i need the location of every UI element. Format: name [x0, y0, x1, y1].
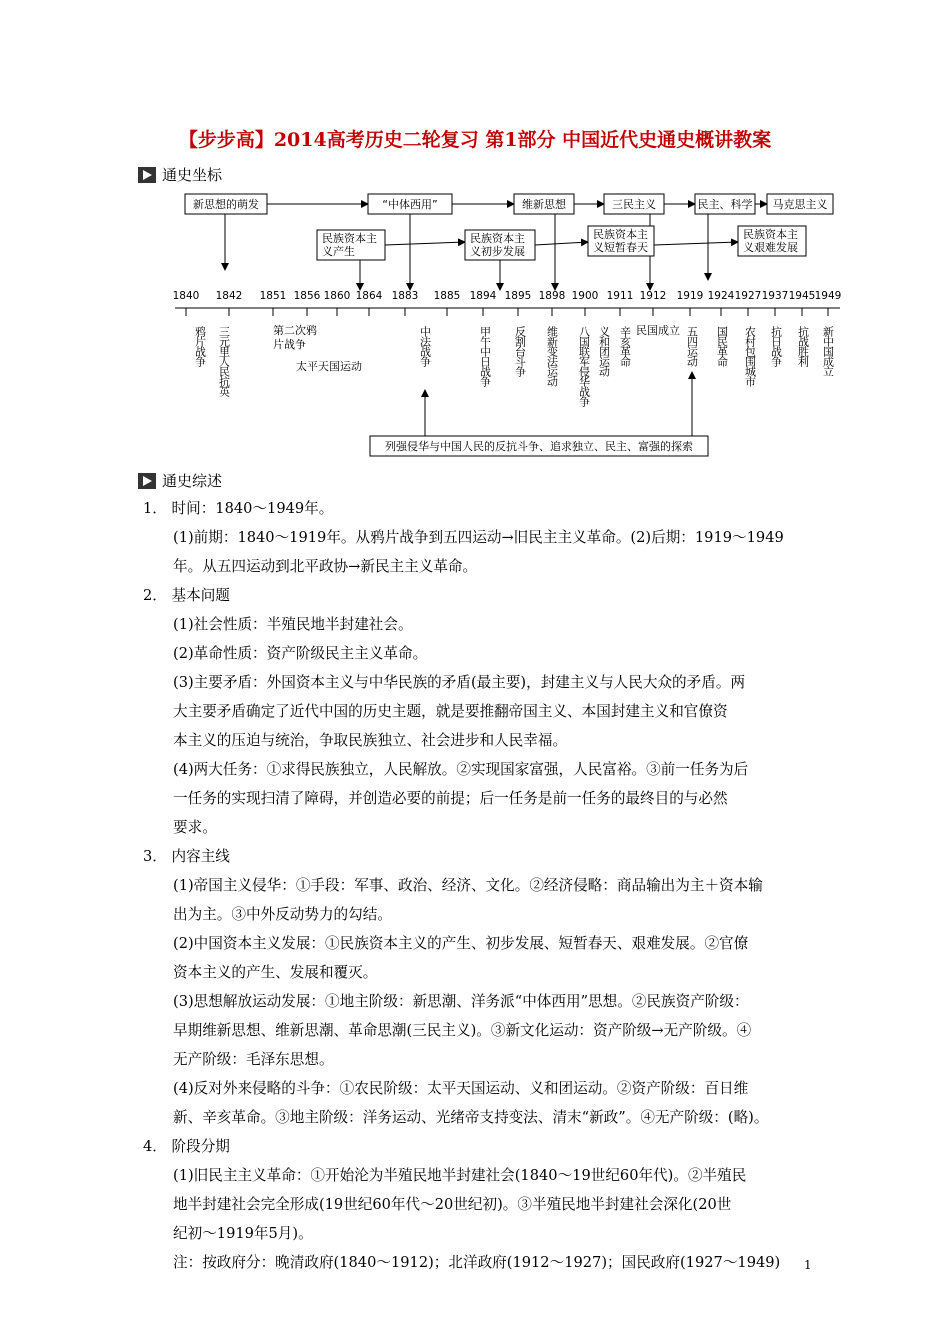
paragraph-line: 纪初～1919年5月)。: [173, 1225, 313, 1242]
capital-box-label: 义艰难发展: [743, 241, 798, 254]
paragraph-line: (3)主要矛盾：外国资本主义与中华民族的矛盾(最主要)，封建主义与人民大众的矛盾。两: [173, 674, 746, 691]
capital-box-label: 义初步发展: [470, 245, 525, 258]
event-label: 鸦片战争: [193, 326, 207, 366]
paragraph-line: 本主义的压迫与统治，争取民族独立、社会进步和人民幸福。: [173, 732, 568, 749]
flow-arrow: [654, 242, 738, 245]
paragraph-line: 出为主。③中外反动势力的勾结。: [173, 906, 392, 923]
idea-box-label: 新思想的萌发: [193, 198, 259, 211]
year-label: 1883: [391, 290, 419, 302]
section-title: 通史坐标: [162, 166, 223, 184]
event-label: 五四运动: [685, 326, 699, 366]
year-label: 1919: [676, 290, 704, 302]
paragraph-line: (1)帝国主义侵华：①手段：军事、政治、经济、文化。②经济侵略：商品输出为主＋资本输: [173, 877, 763, 894]
event-label: 新中国成立: [821, 326, 835, 376]
year-label: 1856: [293, 290, 321, 302]
paragraph-line: 要求。: [173, 819, 217, 836]
event-label: 反割台斗争: [513, 326, 527, 376]
paragraph-line: (4)反对外来侵略的斗争：①农民阶级：太平天国运动、义和团运动。②资产阶级：百日维: [173, 1080, 749, 1097]
year-label: 1945: [788, 290, 816, 302]
event-label: 国民革命: [715, 326, 729, 366]
numbered-heading: 2． 基本问题: [143, 587, 230, 604]
paragraph-line: 年。从五四运动到北平政协→新民主主义革命。: [173, 558, 478, 575]
event-label: 片战争: [273, 338, 306, 351]
paragraph-line: 注：按政府分：晚清政府(1840～1912)；北洋政府(1912～1927)；国民政府(1927～1949): [173, 1254, 781, 1271]
overview-content: [135, 494, 815, 1277]
idea-box-label: 民主、科学: [697, 198, 753, 211]
year-label: 1900: [571, 290, 599, 302]
idea-box-label: 三民主义: [612, 198, 656, 211]
page-title: 【步步高】2014高考历史二轮复习 第1部分 中国近代史通史概讲教案: [178, 129, 772, 151]
event-label: 三元里人民抗英: [217, 326, 231, 396]
year-label: 1842: [215, 290, 243, 302]
event-label: 八国联军侵华战争: [577, 326, 591, 406]
paragraph-line: (1)社会性质：半殖民地半封建社会。: [173, 616, 413, 633]
paragraph-line: 大主要矛盾确定了近代中国的历史主题，就是要推翻帝国主义、本国封建主义和官僚资: [173, 703, 728, 720]
play-triangle-icon: [138, 473, 156, 489]
paragraph-line: 早期维新思想、维新思潮、革命思潮(三民主义)。③新文化运动：资产阶级→无产阶级。④: [173, 1022, 752, 1039]
paragraph-line: 新、辛亥革命。③地主阶级：洋务运动、光绪帝支持变法、清末“新政”。④无产阶级：(略)。: [173, 1109, 769, 1126]
event-label: 抗战胜利: [796, 326, 810, 366]
event-label: 农村包围城市: [743, 326, 757, 386]
year-label: 1860: [323, 290, 351, 302]
year-label: 1894: [469, 290, 497, 302]
year-label: 1911: [606, 290, 634, 302]
paragraph-line: (4)两大任务：①求得民族独立，人民解放。②实现国家富强，人民富裕。③前一任务为后: [173, 761, 749, 778]
year-label: 1924: [707, 290, 735, 302]
year-label: 1927: [734, 290, 762, 302]
capital-box-label: 义产生: [322, 245, 355, 258]
event-label: 甲午中日战争: [478, 326, 492, 386]
event-label: 义和团运动: [597, 326, 611, 376]
paragraph-line: (3)思想解放运动发展：①地主阶级：新思潮、洋务派“中体西用”思想。②民族资产阶级：: [173, 993, 749, 1010]
numbered-heading: 4． 阶段分期: [143, 1138, 230, 1155]
year-label: 1840: [172, 290, 200, 302]
event-label: 辛亥革命: [618, 326, 632, 366]
event-label: 维新变法运动: [545, 326, 559, 386]
year-label: 1912: [639, 290, 667, 302]
section-header-overview: [138, 470, 222, 491]
paragraph-line: (1)前期：1840～1919年。从鸦片战争到五四运动→旧民主主义革命。(2)后期：1919～1949: [173, 529, 784, 546]
section-title: 通史综述: [162, 472, 223, 490]
idea-box-label: “中体西用”: [382, 198, 438, 211]
year-label: 1898: [538, 290, 566, 302]
event-label: 抗日战争: [769, 326, 783, 366]
event-label: 太平天国运动: [296, 360, 362, 373]
paragraph-line: 无产阶级：毛泽东思想。: [173, 1051, 334, 1068]
page-number: 1: [804, 1258, 812, 1272]
paragraph-line: 地半封建社会完全形成(19世纪60年代～20世纪初)。③半殖民地半封建社会深化(20世: [173, 1196, 732, 1213]
event-label: 第二次鸦: [273, 324, 317, 337]
paragraph-line: (2)中国资本主义发展：①民族资本主义的产生、初步发展、短暂春天、艰难发展。②官僚: [173, 935, 749, 952]
paragraph-line: (1)旧民主主义革命：①开始沦为半殖民地半封建社会(1840～19世纪60年代)。②半殖民: [173, 1167, 747, 1184]
numbered-heading: 1． 时间：1840～1949年。: [143, 500, 334, 517]
capital-box-label: 民族资本主: [743, 228, 798, 241]
year-label: 1949: [814, 290, 842, 302]
year-label: 1864: [355, 290, 383, 302]
capital-box-label: 义短暂春天: [593, 241, 648, 254]
paragraph-line: 资本主义的产生、发展和覆灭。: [173, 964, 378, 981]
paragraph-line: 一任务的实现扫清了障碍，并创造必要的前提；后一任务是前一任务的最终目的与必然: [173, 790, 728, 807]
numbered-heading: 3． 内容主线: [143, 848, 230, 865]
flow-arrow: [535, 242, 588, 245]
timeline-diagram: [0, 0, 950, 470]
theme-box-label: 列强侵华与中国人民的反抗斗争、追求独立、民主、富强的探索: [385, 440, 693, 453]
paragraph-line: (2)革命性质：资产阶级民主主义革命。: [173, 645, 428, 662]
year-label: 1895: [504, 290, 532, 302]
year-label: 1851: [259, 290, 287, 302]
capital-box-label: 民族资本主: [322, 232, 377, 245]
event-label: 民国成立: [636, 324, 680, 337]
year-label: 1937: [761, 290, 789, 302]
capital-box-label: 民族资本主: [470, 232, 525, 245]
flow-arrow: [385, 242, 465, 245]
idea-box-label: 马克思主义: [772, 198, 828, 211]
capital-box-label: 民族资本主: [593, 228, 648, 241]
year-label: 1885: [433, 290, 461, 302]
event-label: 中法战争: [418, 326, 432, 366]
idea-box-label: 维新思想: [522, 198, 566, 211]
